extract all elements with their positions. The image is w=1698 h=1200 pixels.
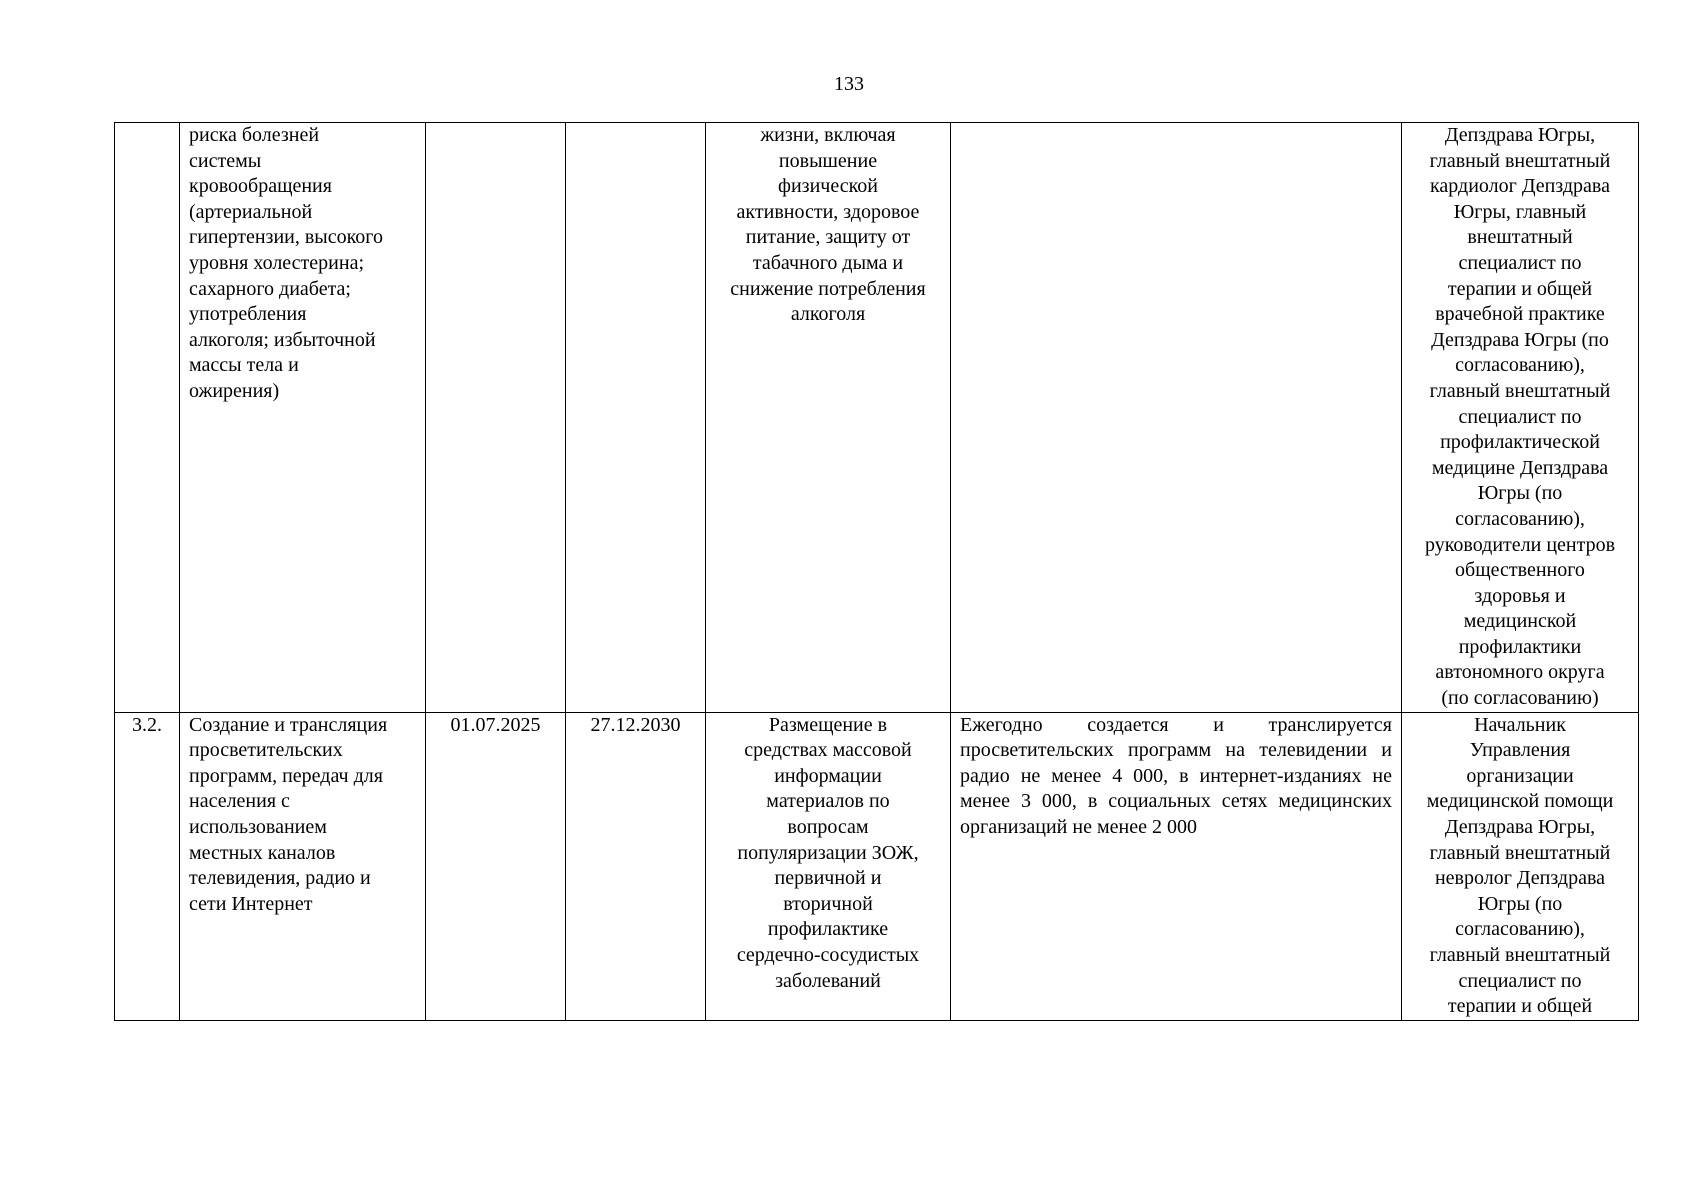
responsible-cell: Начальник Управления организации медицинской помощи Депздрава Югры, главный внештатный невролог Депздрава Югры (по согласованию), главный внештатный специалист по терапии и общей bbox=[1402, 712, 1639, 1020]
plan-table bbox=[114, 122, 1639, 1021]
table-row bbox=[115, 123, 1639, 713]
responsible-cell: Депздрава Югры, главный внештатный кардиолог Депздрава Югры, главный внештатный специалист по терапии и общей врачебной практике Депздрава Югры (по согласованию), главный внештатный специалист по профилактической медицине Депздрава Югры (по согласованию), руководители центров общественного здоровья и медицинской профилактики автономного округа (по согласованию) bbox=[1402, 123, 1639, 713]
activity-cell: Создание и трансляция просветительских программ, передач для населения с использованием местных каналов телевидения, радио и сети Интернет bbox=[180, 712, 426, 1020]
table-row bbox=[115, 712, 1639, 1020]
activity-cell: риска болезней системы кровообращения (артериальной гипертензии, высокого уровня холестерина; сахарного диабета; употребления алкоголя; избыточной массы тела и ожирения) bbox=[180, 123, 426, 713]
row-number-cell: 3.2. bbox=[115, 712, 180, 1020]
row-number-cell bbox=[115, 123, 180, 713]
page-number: 133 bbox=[834, 73, 864, 95]
start-date-cell: 01.07.2025 bbox=[426, 712, 566, 1020]
result-cell: Ежегодно создается и транслируется просветительских программ на телевидении и радио не менее 4 000, в интернет-изданиях не менее 3 000, в социальных сетях медицинских организаций не менее 2 000 bbox=[951, 712, 1402, 1020]
content-cell: Размещение в средствах массовой информации материалов по вопросам популяризации ЗОЖ, первичной и вторичной профилактике сердечно-сосудистых заболеваний bbox=[706, 712, 951, 1020]
end-date-cell: 27.12.2030 bbox=[566, 712, 706, 1020]
content-cell: жизни, включая повышение физической активности, здоровое питание, защиту от табачного дыма и снижение потребления алкоголя bbox=[706, 123, 951, 713]
start-date-cell bbox=[426, 123, 566, 713]
end-date-cell bbox=[566, 123, 706, 713]
result-cell bbox=[951, 123, 1402, 713]
